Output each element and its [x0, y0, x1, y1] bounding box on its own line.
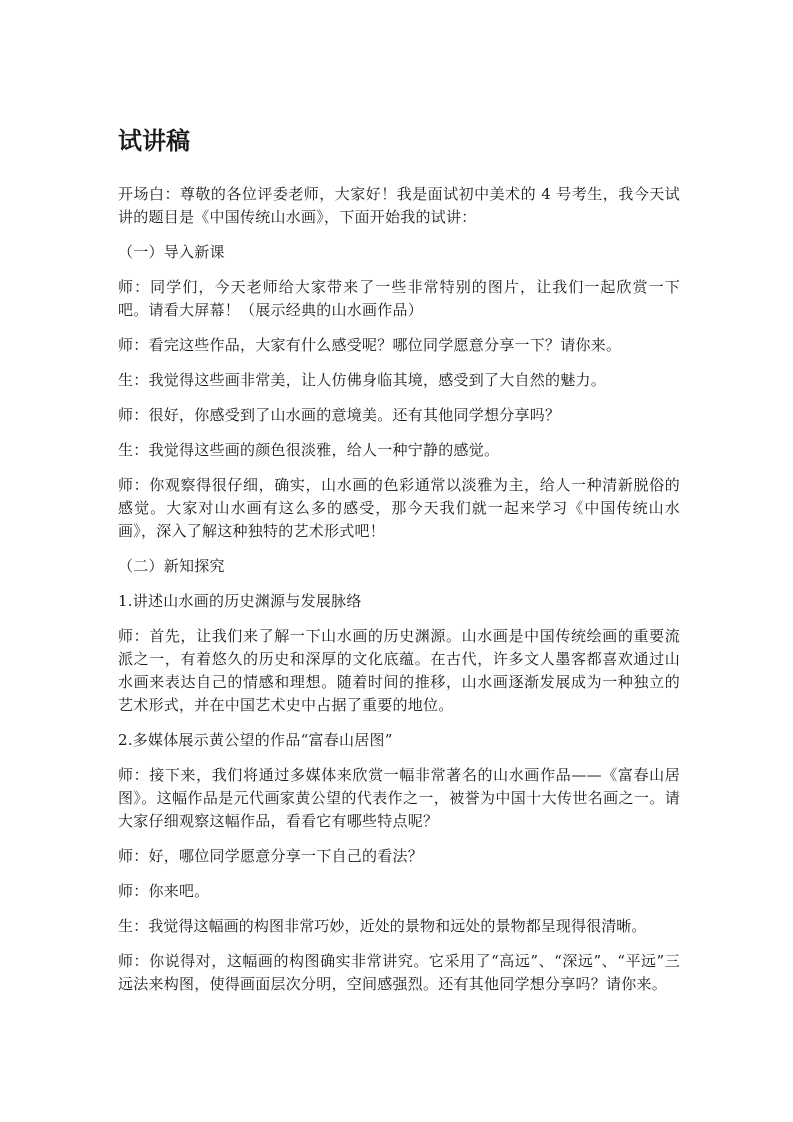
paragraph-teacher: 师：好，哪位同学愿意分享一下自己的看法？ — [118, 847, 424, 865]
paragraph-teacher: 师：接下来，我们将通过多媒体来欣赏一幅非常著名的山水画作品——《富春山居图》。这幅作品是元代画家黄公望的代表作之一，被誉为中国十大传世名画之一。请大家仔细观察这幅作品，看看它有哪些特点呢？ — [118, 766, 680, 830]
paragraph-student: 生：我觉得这些画非常美，让人仿佛身临其境，感受到了大自然的魅力。 — [118, 371, 607, 389]
paragraph-teacher: 师：首先，让我们来了解一下山水画的历史渊源。山水画是中国传统绘画的重要流派之一，有着悠久的历史和深厚的文化底蕴。在古代，许多文人墨客都喜欢通过山水画来表达自己的情感和理想。随着时间的推移，山水画逐渐发展成为一种独立的艺术形式，并在中国艺术史中占据了重要的地位。 — [118, 627, 680, 714]
section-heading-intro: （一）导入新课 — [118, 243, 225, 261]
subheading-history: 1.讲述山水画的历史渊源与发展脉络 — [118, 592, 362, 610]
document-body — [118, 183, 680, 1008]
paragraph-teacher: 师：你说得对，这幅画的构图确实非常讲究。它采用了“高远”、“深远”、“平远”三远法来构图，使得画面层次分明，空间感强烈。还有其他同学想分享吗？请你来。 — [118, 952, 680, 993]
paragraph-student: 生：我觉得这些画的颜色很淡雅，给人一种宁静的感觉。 — [118, 441, 500, 459]
paragraph-student: 生：我觉得这幅画的构图非常巧妙，近处的景物和远处的景物都呈现得很清晰。 — [118, 917, 647, 935]
subheading-multimedia: 2.多媒体展示黄公望的作品“富春山居图” — [118, 731, 393, 749]
paragraph-teacher: 师：同学们，今天老师给大家带来了一些非常特别的图片，让我们一起欣赏一下吧。请看大屏幕！（展示经典的山水画作品） — [118, 278, 680, 319]
paragraph-teacher: 师：看完这些作品，大家有什么感受呢？哪位同学愿意分享一下？请你来。 — [118, 336, 622, 354]
paragraph-teacher: 师：你观察得很仔细，确实，山水画的色彩通常以淡雅为主，给人一种清新脱俗的感觉。大家对山水画有这么多的感受，那今天我们就一起来学习《中国传统山水画》，深入了解这种独特的艺术形式吧！ — [118, 476, 680, 540]
document-title: 试讲稿 — [118, 127, 190, 155]
paragraph-teacher: 师：你来吧。 — [118, 882, 210, 900]
paragraph-teacher: 师：很好，你感受到了山水画的意境美。还有其他同学想分享吗？ — [118, 406, 561, 424]
paragraph-opening: 开场白：尊敬的各位评委老师，大家好！我是面试初中美术的 4 号考生，我今天试讲的题目是《中国传统山水画》，下面开始我的试讲： — [118, 185, 680, 226]
section-heading-explore: （二）新知探究 — [118, 557, 225, 575]
